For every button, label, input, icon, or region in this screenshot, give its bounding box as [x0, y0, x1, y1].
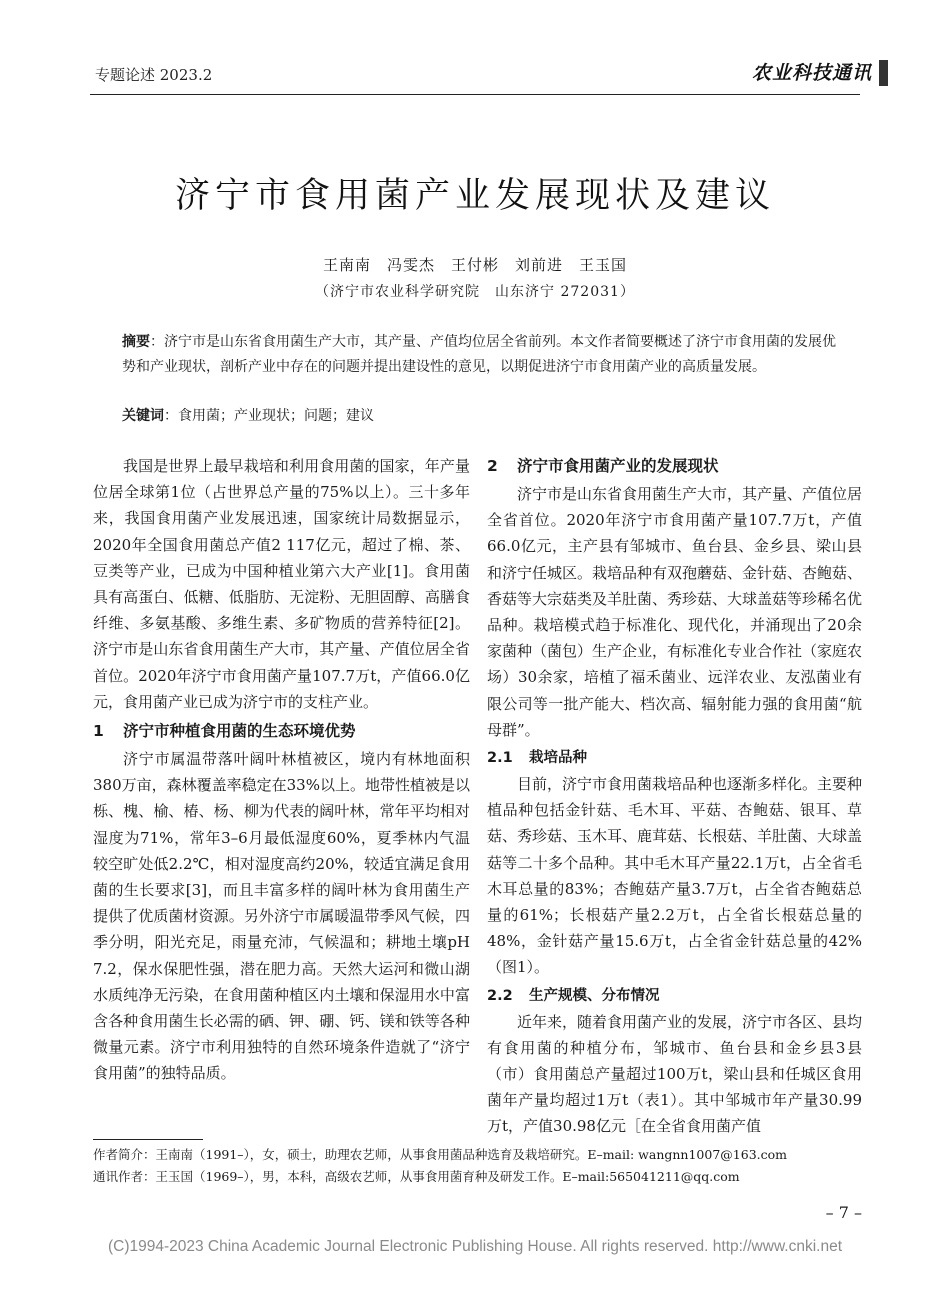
affiliation: （济宁市农业科学研究院 山东济宁 272031） [315, 284, 635, 300]
section-2-1-heading [487, 745, 862, 771]
journal-logo: 农业科技通讯 [751, 62, 872, 84]
section-2-paragraph: 济宁市是山东省食用菌生产大市，其产量、产值位居全省首位。2020年济宁市食用菌产量107.7万t，产值66.0亿元，主产县有邹城市、鱼台县、金乡县、梁山县和济宁任城区。栽培品种有双孢蘑菇、金针菇、杏鲍菇、香菇等大宗菇类及羊肚菌、秀珍菇、大球盖菇等珍稀名优品种。栽培模式趋于标准化、现代化，并涌现出了20余家菌种（菌包）生产企业，有标准化专业合作社（家庭农场）30余家，培植了福禾菌业、远洋农业、友泓菌业有限公司等一批产能大、档次高、辐射能力强的食用菌“航母群”。 [487, 485, 863, 739]
author-list: 王南南 冯雯杰 王付彬 刘前进 王玉国 [322, 256, 627, 274]
section-2-title: 济宁市食用菌产业的发展现状 [517, 457, 719, 475]
section-2-2-paragraph: 近年来，随着食用菌产业的发展，济宁市各区、县均有食用菌的种植分布，邹城市、鱼台县和金乡县3县（市）食用菌总产量超过100万t，梁山县和任城区食用菌年产量均超过1万t（表1）。其中邹城市年产量30.99万t，产值30.98亿元［在全省食用菌产值 [487, 1012, 863, 1136]
section-2-2-title: 生产规模、分布情况 [529, 987, 660, 1004]
abstract-text: ：济宁市是山东省食用菌生产大市，其产量、产值均位居全省前列。本文作者简要概述了济宁市食用菌的发展优势和产业现状，剖析产业中存在的问题并提出建设性的意见，以期促进济宁市食用菌产业的高质量发展。 [122, 334, 836, 375]
section-1-number: 1 [93, 722, 104, 741]
page-number: – 7 – [825, 1203, 862, 1222]
section-1-paragraph: 济宁市属温带落叶阔叶林植被区，境内有林地面积380万亩，森林覆盖率稳定在33%以上。地带性植被是以栎、槐、榆、椿、杨、柳为代表的阔叶林，常年平均相对湿度为71%，常年3–6月最低湿度60%，夏季林内气温较空旷处低2.2℃，相对湿度高约20%，较适宜满足食用菌的生长要求[3]，而且丰富多样的阔叶林为食用菌生产提供了优质菌材资源。另外济宁市属暖温带季风气候，四季分明，阳光充足，雨量充沛，气候温和；耕地土壤pH 7.2，保水保肥性强，潜在肥力高。天然大运河和微山湖水质纯净无污染，在食用菌种植区内土壤和保湿用水中富含各种食用菌生长必需的硒、钾、硼、钙、镁和铁等各种微量元素。济宁市利用独特的自然环境条件造就了“济宁食用菌”的独特品质。 [93, 750, 471, 1083]
left-column [93, 453, 470, 1087]
section-2-1-number: 2.1 [487, 750, 513, 767]
copyright-notice: (C)1994-2023 China Academic Journal Electronic Publishing House. All rights reserved. http://www.cnki.net [107, 1238, 843, 1255]
section-2-2-heading [487, 983, 862, 1009]
keywords-text: ：食用菌；产业现状；问题；建议 [164, 408, 374, 424]
footnotes [93, 1144, 873, 1188]
abstract [122, 330, 837, 380]
section-2-number: 2 [487, 457, 498, 475]
section-2-1-title: 栽培品种 [529, 750, 587, 767]
section-2-2-number: 2.2 [487, 987, 513, 1004]
abstract-label: 摘要 [122, 334, 150, 350]
section-1-title: 济宁市种植食用菌的生态环境优势 [123, 722, 356, 741]
section-1-heading [93, 718, 470, 744]
keywords-label: 关键词 [122, 408, 164, 424]
section-2-1-paragraph: 目前，济宁市食用菌栽培品种也逐渐多样化。主要种植品种包括金针菇、毛木耳、平菇、杏鲍菇、银耳、草菇、秀珍菇、玉木耳、鹿茸菇、长根菇、羊肚菌、大球盖菇等二十多个品种。其中毛木耳产量22.1万t，占全省毛木耳总量的83%；杏鲍菇产量3.7万t，占全省杏鲍菇总量的61%；长根菇产量2.2万t，占全省长根菇总量的48%，金针菇产量15.6万t，占全省金针菇总量的42%（图1）。 [487, 775, 863, 977]
paper-title: 济宁市食用菌产业发展现状及建议 [174, 176, 775, 216]
footnote-rule [93, 1139, 203, 1140]
corresponding-author-footnote: 通讯作者：王玉国（1969–），男，本科，高级农艺师，从事食用菌育种及研发工作。E–mail:565041211@qq.com [93, 1169, 740, 1184]
intro-paragraph: 我国是世界上最早栽培和利用食用菌的国家，年产量位居全球第1位（占世界总产量的75%以上）。三十多年来，我国食用菌产业发展迅速，国家统计局数据显示，2020年全国食用菌总产值2 117亿元，超过了棉、茶、豆类等产业，已成为中国种植业第六大产业[1]。食用菌具有高蛋白、低糖、低脂肪、无淀粉、无胆固醇、高膳食纤维、多氨基酸、多维生素、多矿物质的营养特征[2]。济宁市是山东省食用菌生产大市，其产量、产值位居全省首位。2020年济宁市食用菌产量107.7万t，产值66.0亿元，食用菌产业已成为济宁市的支柱产业。 [93, 457, 471, 711]
header-rule [90, 94, 860, 95]
keywords [122, 404, 837, 429]
right-column [487, 453, 862, 1140]
section-2-heading [487, 453, 862, 479]
running-header: 专题论述 2023.2 [95, 66, 213, 84]
header-bar-decoration [879, 60, 888, 86]
author-bio-footnote: 作者简介：王南南（1991–），女，硕士，助理农艺师，从事食用菌品种选育及栽培研究。E–mail: wangnn1007@163.com [93, 1147, 788, 1162]
